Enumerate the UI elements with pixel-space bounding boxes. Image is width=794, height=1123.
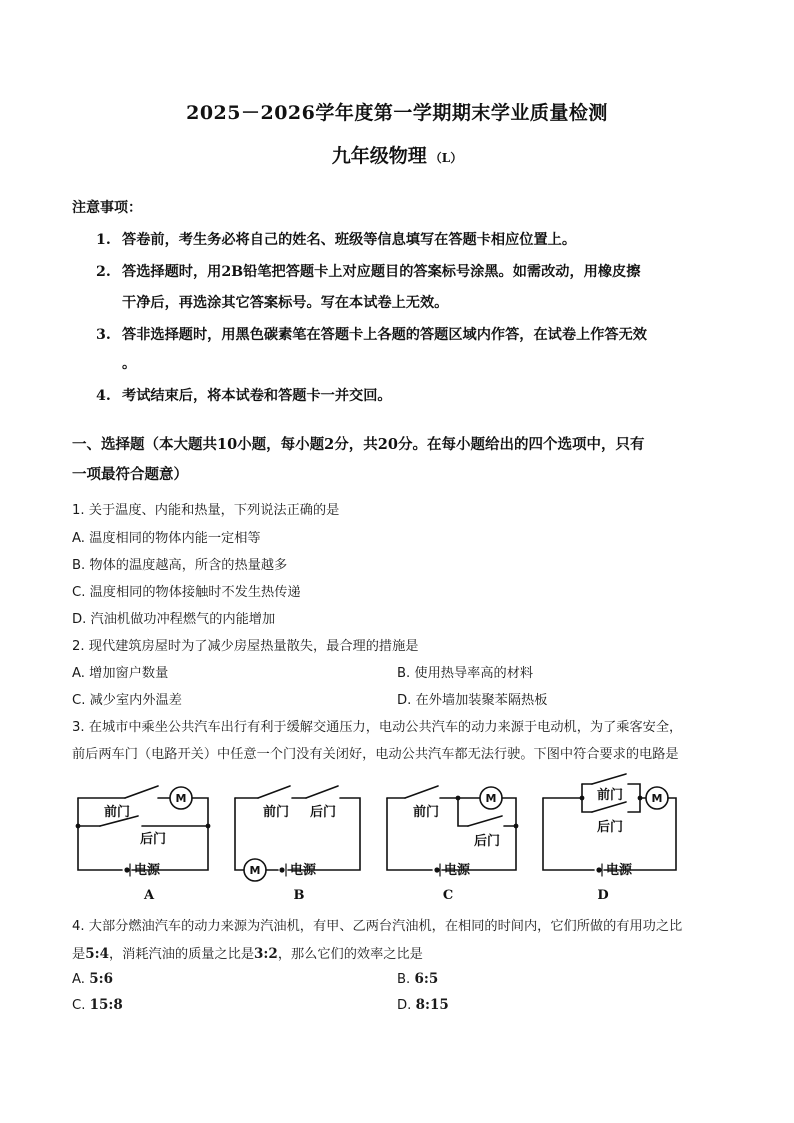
notice-item-2 xyxy=(96,262,641,283)
notice-item-4 xyxy=(96,386,392,407)
question-4-option-b: B. 6:5 xyxy=(397,971,439,987)
question-1-option-d: D. 汽油机做功冲程燃气的内能增加 xyxy=(72,612,276,627)
circuit-caption-d: D xyxy=(597,888,609,903)
rear-door-label: 后门 xyxy=(597,820,624,835)
notice-item-1 xyxy=(96,230,577,251)
question-1-option-c: C. 温度相同的物体接触时不发生热传递 xyxy=(72,585,301,600)
motor-label: M xyxy=(175,792,187,805)
question-3-stem-cont: 前后两车门（电路开关）中任意一个门没有关闭好，电动公共汽车都无法行驶。下图中符合要求的电路是 xyxy=(72,747,679,762)
subject-name: 九年级物理 xyxy=(331,145,427,167)
front-door-label: 前门 xyxy=(104,805,131,820)
notice-text: 答非选择题时，用黑色碳素笔在答题卡上各题的答题区域内作答，在试卷上作答无效 xyxy=(122,327,647,343)
section-heading-cont: 一项最符合题意） xyxy=(72,466,188,483)
notice-number: 1. xyxy=(96,232,111,248)
power-label: 电源 xyxy=(290,863,317,878)
notice-number: 4. xyxy=(96,388,111,404)
power-label: 电源 xyxy=(134,863,161,878)
question-1-stem: 1. 关于温度、内能和热量，下列说法正确的是 xyxy=(72,503,340,518)
work-ratio: 5:4 xyxy=(85,946,109,962)
motor-label: M xyxy=(249,864,261,877)
circuit-diagrams xyxy=(70,770,730,905)
motor-label: M xyxy=(651,792,663,805)
question-2-option-a: A. 增加窗户数量 xyxy=(72,666,169,681)
subject-tag: （L） xyxy=(429,151,463,165)
notice-item-3-cont xyxy=(96,354,137,375)
front-door-label: 前门 xyxy=(597,788,624,803)
question-4-option-a: A. 5:6 xyxy=(72,971,113,987)
circuit-c xyxy=(387,786,518,903)
notice-text: 。 xyxy=(122,356,137,372)
rear-door-label: 后门 xyxy=(474,834,501,849)
power-label: 电源 xyxy=(444,863,471,878)
question-4-stem-cont: 是5:4，消耗汽油的质量之比是3:2，那么它们的效率之比是 xyxy=(72,946,423,962)
question-2-option-b: B. 使用热导率高的材料 xyxy=(397,666,534,681)
question-4-option-c: C. 15:8 xyxy=(72,997,123,1013)
question-4-stem: 4. 大部分燃油汽车的动力来源为汽油机，有甲、乙两台汽油机，在相同的时间内，它们所做的有用功之比 xyxy=(72,919,683,934)
rear-door-label: 后门 xyxy=(140,832,167,847)
front-door-label: 前门 xyxy=(413,805,440,820)
notice-text: 干净后，再选涂其它答案标号。写在本试卷上无效。 xyxy=(122,295,449,311)
circuit-caption-b: B xyxy=(293,888,305,903)
notice-item-2-cont xyxy=(96,293,449,314)
notice-text: 答选择题时，用2B铅笔把答题卡上对应题目的答案标号涂黑。如需改动，用橡皮擦 xyxy=(122,264,641,280)
question-2-option-c: C. 减少室内外温差 xyxy=(72,693,182,708)
question-1-option-a: A. 温度相同的物体内能一定相等 xyxy=(72,531,261,546)
circuit-caption-c: C xyxy=(442,888,454,903)
question-4-option-d: D. 8:15 xyxy=(397,997,449,1013)
mass-ratio: 3:2 xyxy=(254,946,278,962)
notice-heading: 注意事项： xyxy=(72,200,142,216)
section-heading: 一、选择题（本大题共10小题，每小题2分，共20分。在每小题给出的四个选项中，只有 xyxy=(72,436,645,453)
circuit-caption-a: A xyxy=(143,888,155,903)
notice-item-3 xyxy=(96,325,647,346)
notice-text: 考试结束后，将本试卷和答题卡一并交回。 xyxy=(122,388,392,404)
exam-subtitle xyxy=(0,141,794,168)
rear-door-label: 后门 xyxy=(310,805,337,820)
notice-number: 3. xyxy=(96,327,111,343)
question-1-option-b: B. 物体的温度越高，所含的热量越多 xyxy=(72,558,288,573)
front-door-label: 前门 xyxy=(263,805,290,820)
motor-label: M xyxy=(485,792,497,805)
question-2-stem: 2. 现代建筑房屋时为了减少房屋热量散失，最合理的措施是 xyxy=(72,639,419,654)
notice-number: 2. xyxy=(96,264,111,280)
notice-text: 答卷前，考生务必将自己的姓名、班级等信息填写在答题卡相应位置上。 xyxy=(122,232,577,248)
question-3-stem: 3. 在城市中乘坐公共汽车出行有利于缓解交通压力，电动公共汽车的动力来源于电动机，为了乘客安全， xyxy=(72,720,683,735)
power-label: 电源 xyxy=(606,863,633,878)
circuit-d xyxy=(543,774,676,903)
circuit-b xyxy=(235,786,360,903)
exam-title: 2025－2026学年度第一学期期末学业质量检测 xyxy=(186,102,608,124)
question-2-option-d: D. 在外墙加装聚苯隔热板 xyxy=(397,693,548,708)
circuit-a xyxy=(76,786,211,903)
